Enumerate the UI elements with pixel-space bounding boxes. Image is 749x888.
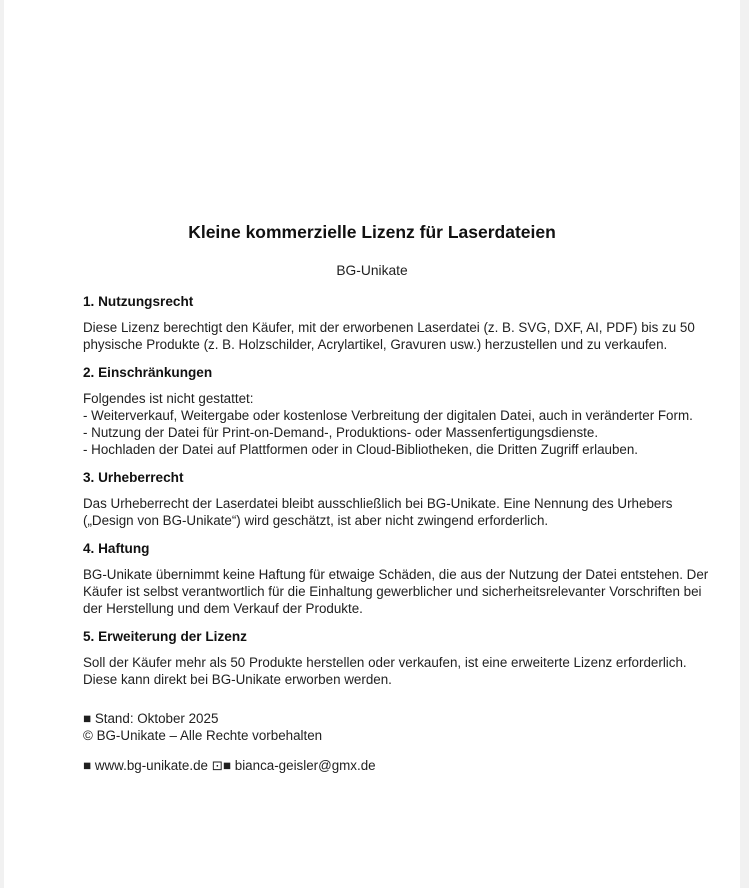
paragraph-line: Diese Lizenz berechtigt den Käufer, mit der erworbenen Laserdatei (z. B. SVG, DXF, AI, PDF) bis zu 50 — [83, 320, 695, 335]
paragraph-line: Diese kann direkt bei BG-Unikate erworben werden. — [83, 672, 392, 687]
website-link[interactable]: www.bg-unikate.de — [94, 758, 208, 773]
paragraph-line: („Design von BG-Unikate“) wird geschätzt, ist aber nicht zwingend erforderlich. — [83, 513, 549, 528]
footer-stand-line — [83, 710, 661, 727]
section-heading: 4. Haftung — [83, 541, 150, 556]
section-einschraenkungen — [83, 364, 693, 458]
section-heading: 3. Urheberrecht — [83, 470, 184, 485]
tofu-square-icon: ■ — [83, 711, 92, 726]
paragraph-line: Käufer ist selbst verantwortlich für die Einhaltung gewerblicher und sicherheitsrelevanter Vorschriften bei — [83, 584, 702, 599]
envelope-tofu-icon: ⊡■ — [211, 758, 232, 773]
list-item: - Hochladen der Datei auf Plattformen oder in Cloud-Bibliotheken, die Dritten Zugriff erlauben. — [83, 442, 639, 457]
section-heading: 1. Nutzungsrecht — [83, 294, 194, 309]
page-title: Kleine kommerzielle Lizenz für Laserdateien — [188, 222, 556, 242]
section-urheberrecht — [83, 469, 673, 529]
footer-contact-line — [83, 757, 661, 774]
list-item: - Nutzung der Datei für Print-on-Demand-, Produktions- oder Massenfertigungsdienste. — [83, 425, 599, 440]
paragraph-line: physische Produkte (z. B. Holzschilder, Acrylartikel, Gravuren usw.) herzustellen und zu verkaufen. — [83, 337, 668, 352]
email-link[interactable]: bianca-geisler@gmx.de — [234, 758, 376, 773]
section-erweiterung — [83, 628, 687, 688]
paragraph-line: BG-Unikate übernimmt keine Haftung für etwaige Schäden, die aus der Nutzung der Datei entstehen. Der — [83, 567, 709, 582]
tofu-square-icon: ■ — [83, 758, 92, 773]
paragraph — [83, 654, 687, 688]
page-subtitle: BG-Unikate — [336, 263, 408, 278]
section-heading: 2. Einschränkungen — [83, 365, 213, 380]
document-content — [4, 0, 740, 774]
list-item: - Weiterverkauf, Weitergabe oder kostenlose Verbreitung der digitalen Datei, auch in veränderter Form. — [83, 408, 693, 423]
section-nutzungsrecht — [83, 293, 695, 353]
paragraph-line: Soll der Käufer mehr als 50 Produkte herstellen oder verkaufen, ist eine erweiterte Lizenz erforderlich. — [83, 655, 687, 670]
paragraph-line: Folgendes ist nicht gestattet: — [83, 391, 254, 406]
paragraph — [83, 566, 709, 617]
paragraph — [83, 319, 695, 353]
section-heading: 5. Erweiterung der Lizenz — [83, 629, 247, 644]
footer-stand-text: Stand: Oktober 2025 — [94, 711, 219, 726]
footer-copyright-line — [83, 727, 661, 744]
paragraph — [83, 495, 673, 529]
paragraph-line: der Herstellung und dem Verkauf der Produkte. — [83, 601, 363, 616]
paragraph-line: Das Urheberrecht der Laserdatei bleibt ausschließlich bei BG-Unikate. Eine Nennung des Urhebers — [83, 496, 673, 511]
section-haftung — [83, 540, 709, 617]
paragraph — [83, 390, 693, 458]
document-page — [4, 0, 740, 888]
document-footer — [83, 710, 661, 774]
footer-copyright-text: © BG-Unikate – Alle Rechte vorbehalten — [83, 728, 323, 743]
